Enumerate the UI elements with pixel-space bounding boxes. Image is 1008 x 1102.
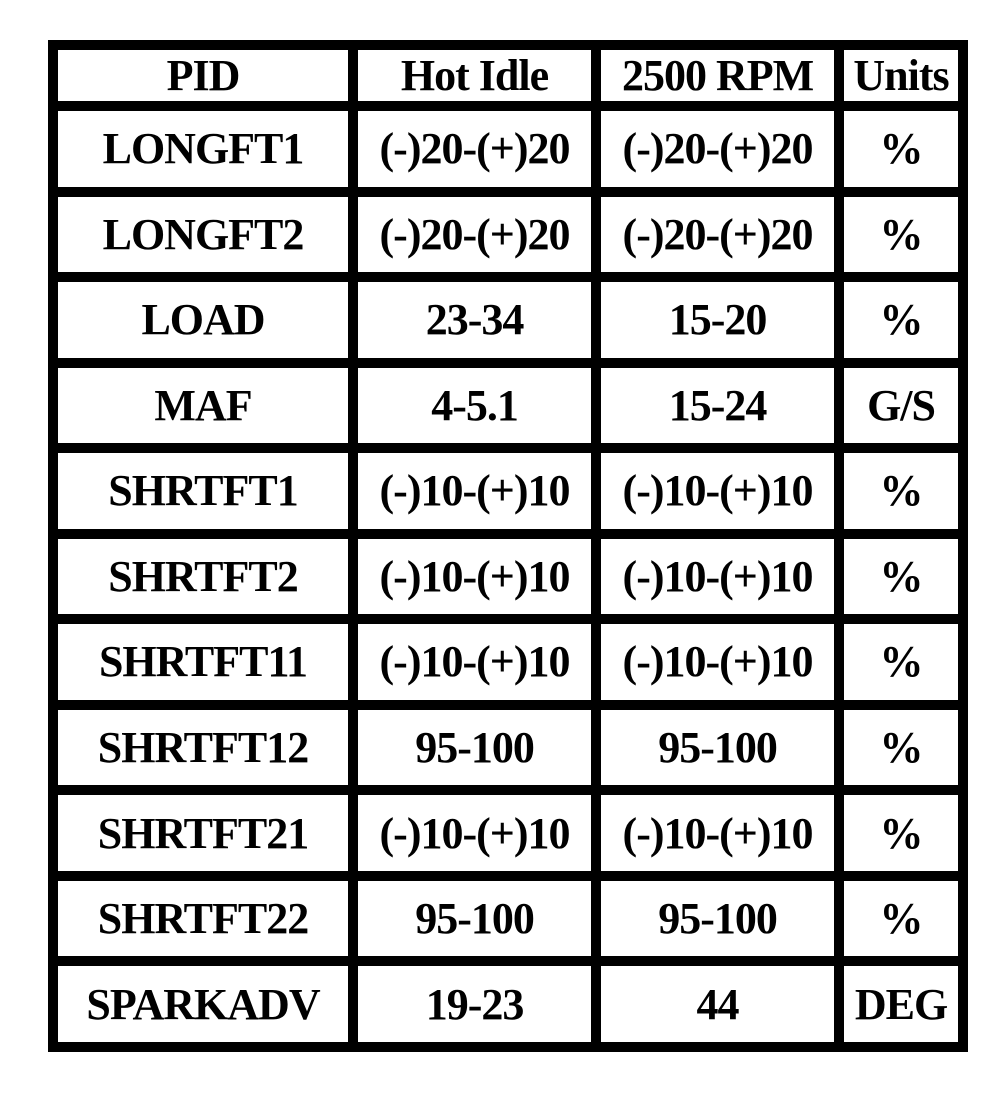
cell-2500-rpm: (-)10-(+)10 [601,539,834,615]
cell-2500-rpm: 95-100 [601,710,834,786]
cell-2500-rpm: (-)10-(+)10 [601,624,834,700]
cell-2500-rpm: (-)10-(+)10 [601,453,834,529]
cell-hot-idle: (-)10-(+)10 [358,624,591,700]
header-2500-rpm: 2500 RPM [601,50,834,101]
cell-pid: SHRTFT22 [58,881,348,957]
cell-hot-idle: (-)20-(+)20 [358,111,591,187]
cell-hot-idle: 4-5.1 [358,368,591,444]
table-row [58,111,958,187]
table-row [58,624,958,700]
pid-table-frame [48,40,968,1052]
pid-table [48,40,968,1052]
cell-pid: SPARKADV [58,966,348,1042]
cell-pid: SHRTFT2 [58,539,348,615]
table-row [58,539,958,615]
cell-units: DEG [844,966,958,1042]
table-row [58,795,958,871]
table-row [58,881,958,957]
cell-units: % [844,624,958,700]
table-row [58,368,958,444]
cell-2500-rpm: 15-20 [601,282,834,358]
cell-units: % [844,710,958,786]
header-pid: PID [58,50,348,101]
table-row [58,197,958,273]
cell-pid: LONGFT1 [58,111,348,187]
cell-units: % [844,282,958,358]
cell-2500-rpm: (-)10-(+)10 [601,795,834,871]
cell-hot-idle: 95-100 [358,710,591,786]
cell-pid: LOAD [58,282,348,358]
header-hot-idle: Hot Idle [358,50,591,101]
cell-2500-rpm: (-)20-(+)20 [601,197,834,273]
cell-hot-idle: (-)10-(+)10 [358,453,591,529]
table-row [58,966,958,1042]
cell-units: % [844,881,958,957]
cell-hot-idle: 95-100 [358,881,591,957]
cell-hot-idle: (-)10-(+)10 [358,795,591,871]
cell-hot-idle: 19-23 [358,966,591,1042]
cell-hot-idle: 23-34 [358,282,591,358]
cell-units: % [844,111,958,187]
table-header-row [58,50,958,101]
header-units: Units [844,50,958,101]
cell-2500-rpm: (-)20-(+)20 [601,111,834,187]
cell-pid: SHRTFT11 [58,624,348,700]
table-row [58,282,958,358]
cell-2500-rpm: 44 [601,966,834,1042]
table-row [58,453,958,529]
cell-units: % [844,453,958,529]
cell-units: G/S [844,368,958,444]
cell-2500-rpm: 95-100 [601,881,834,957]
cell-units: % [844,539,958,615]
cell-2500-rpm: 15-24 [601,368,834,444]
cell-hot-idle: (-)10-(+)10 [358,539,591,615]
cell-units: % [844,795,958,871]
table-row [58,710,958,786]
cell-units: % [844,197,958,273]
cell-pid: LONGFT2 [58,197,348,273]
cell-pid: SHRTFT12 [58,710,348,786]
cell-hot-idle: (-)20-(+)20 [358,197,591,273]
cell-pid: SHRTFT1 [58,453,348,529]
cell-pid: SHRTFT21 [58,795,348,871]
cell-pid: MAF [58,368,348,444]
